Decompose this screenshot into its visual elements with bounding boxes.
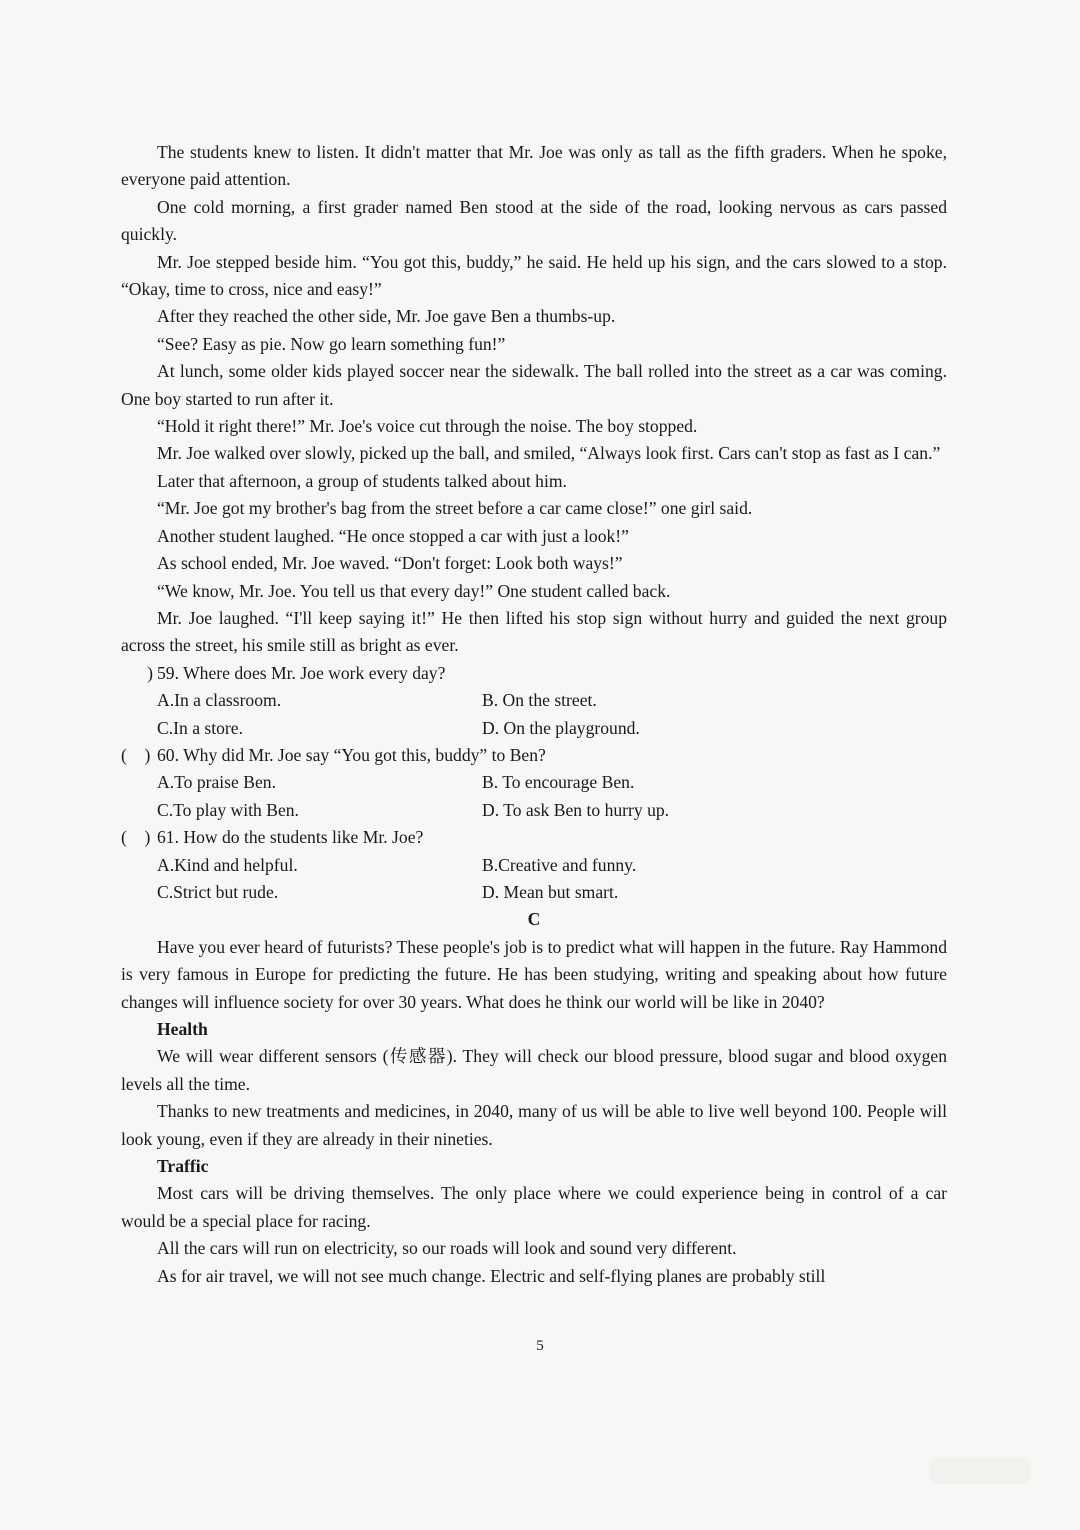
subheading-traffic: Traffic: [157, 1156, 209, 1177]
traffic-paragraph: As for air travel, we will not see much change. Electric and self-flying planes are probably still: [157, 1265, 826, 1286]
story-paragraph: Mr. Joe walked over slowly, picked up the ball, and smiled, “Always look first. Cars can't stop as fast as I can.”: [157, 443, 941, 464]
answer-bracket[interactable]: ): [147, 662, 153, 683]
option-b: B. On the street.: [482, 690, 597, 711]
story-paragraph: “We know, Mr. Joe. You tell us that every day!” One student called back.: [157, 580, 671, 601]
option-d: D. Mean but smart.: [482, 881, 619, 902]
answer-bracket[interactable]: ( ): [121, 827, 151, 848]
option-c: C.Strict but rude.: [157, 881, 279, 902]
option-d: D. On the playground.: [482, 717, 640, 738]
option-c: C.In a store.: [157, 717, 243, 738]
story-paragraph: The students knew to listen. It didn't matter that Mr. Joe was only as tall as the fifth graders. When he spoke, everyone paid attention.: [121, 142, 947, 190]
section-intro: Have you ever heard of futurists? These people's job is to predict what will happen in the future. Ray Hammond is very famous in Europe for predicting the future. He has been studying, writing and speaking about how future changes will influence society for over 30 years. What does he think our world will be like in 2040?: [121, 936, 947, 1012]
question-options: [157, 769, 947, 824]
story-paragraph: “See? Easy as pie. Now go learn something fun!”: [157, 333, 506, 354]
traffic-paragraph: All the cars will run on electricity, so our roads will look and sound very different.: [157, 1238, 737, 1259]
question-options: [157, 687, 947, 742]
question-text: 60. Why did Mr. Joe say “You got this, buddy” to Ben?: [157, 744, 546, 765]
story-paragraph: “Mr. Joe got my brother's bag from the street before a car came close!” one girl said.: [157, 498, 753, 519]
story-paragraph: Mr. Joe stepped beside him. “You got this, buddy,” he said. He held up his sign, and the cars slowed to a stop. “Okay, time to cross, nice and easy!”: [121, 251, 947, 300]
section-title: C: [527, 909, 541, 930]
story-paragraph: Mr. Joe laughed. “I'll keep saying it!” He then lifted his stop sign without hurry and guided the next group across the street, his smile still as bright as ever.: [121, 607, 947, 656]
option-a: A.In a classroom.: [157, 690, 282, 711]
question-options: [157, 852, 947, 907]
scan-smudge: [930, 1458, 1030, 1484]
story-paragraph: Another student laughed. “He once stopped a car with just a look!”: [157, 525, 629, 546]
page-content: [121, 139, 947, 1290]
answer-bracket[interactable]: ( ): [121, 744, 151, 765]
question-60: [121, 742, 947, 824]
option-b: B.Creative and funny.: [482, 854, 637, 875]
story-paragraph: After they reached the other side, Mr. Joe gave Ben a thumbs-up.: [157, 306, 616, 327]
page-number: 5: [536, 1338, 544, 1354]
story-paragraph: One cold morning, a first grader named Ben stood at the side of the road, looking nervous as cars passed quickly.: [121, 196, 947, 245]
question-text: 59. Where does Mr. Joe work every day?: [157, 662, 446, 683]
question-61: [121, 824, 947, 906]
story-paragraph: As school ended, Mr. Joe waved. “Don't forget: Look both ways!”: [157, 553, 623, 574]
story-paragraph: At lunch, some older kids played soccer near the sidewalk. The ball rolled into the street as a car was coming. One boy started to run after it.: [121, 361, 947, 409]
option-a: A.Kind and helpful.: [157, 854, 298, 875]
question-text: 61. How do the students like Mr. Joe?: [157, 827, 424, 848]
health-paragraph: Thanks to new treatments and medicines, in 2040, many of us will be able to live well beyond 100. People will look young, even if they are already in their nineties.: [121, 1101, 947, 1149]
option-c: C.To play with Ben.: [157, 799, 299, 820]
option-b: B. To encourage Ben.: [482, 772, 635, 793]
question-59: [121, 660, 947, 742]
health-paragraph: We will wear different sensors (传感器). They will check our blood pressure, blood sugar and blood oxygen levels all the time.: [121, 1046, 947, 1094]
traffic-paragraph: Most cars will be driving themselves. The only place where we could experience being in control of a car would be a special place for racing.: [121, 1183, 947, 1231]
option-d: D. To ask Ben to hurry up.: [482, 799, 670, 820]
story-paragraph: “Hold it right there!” Mr. Joe's voice cut through the noise. The boy stopped.: [157, 416, 698, 437]
subheading-health: Health: [157, 1019, 208, 1039]
story-paragraph: Later that afternoon, a group of students talked about him.: [157, 470, 567, 491]
option-a: A.To praise Ben.: [157, 772, 276, 793]
